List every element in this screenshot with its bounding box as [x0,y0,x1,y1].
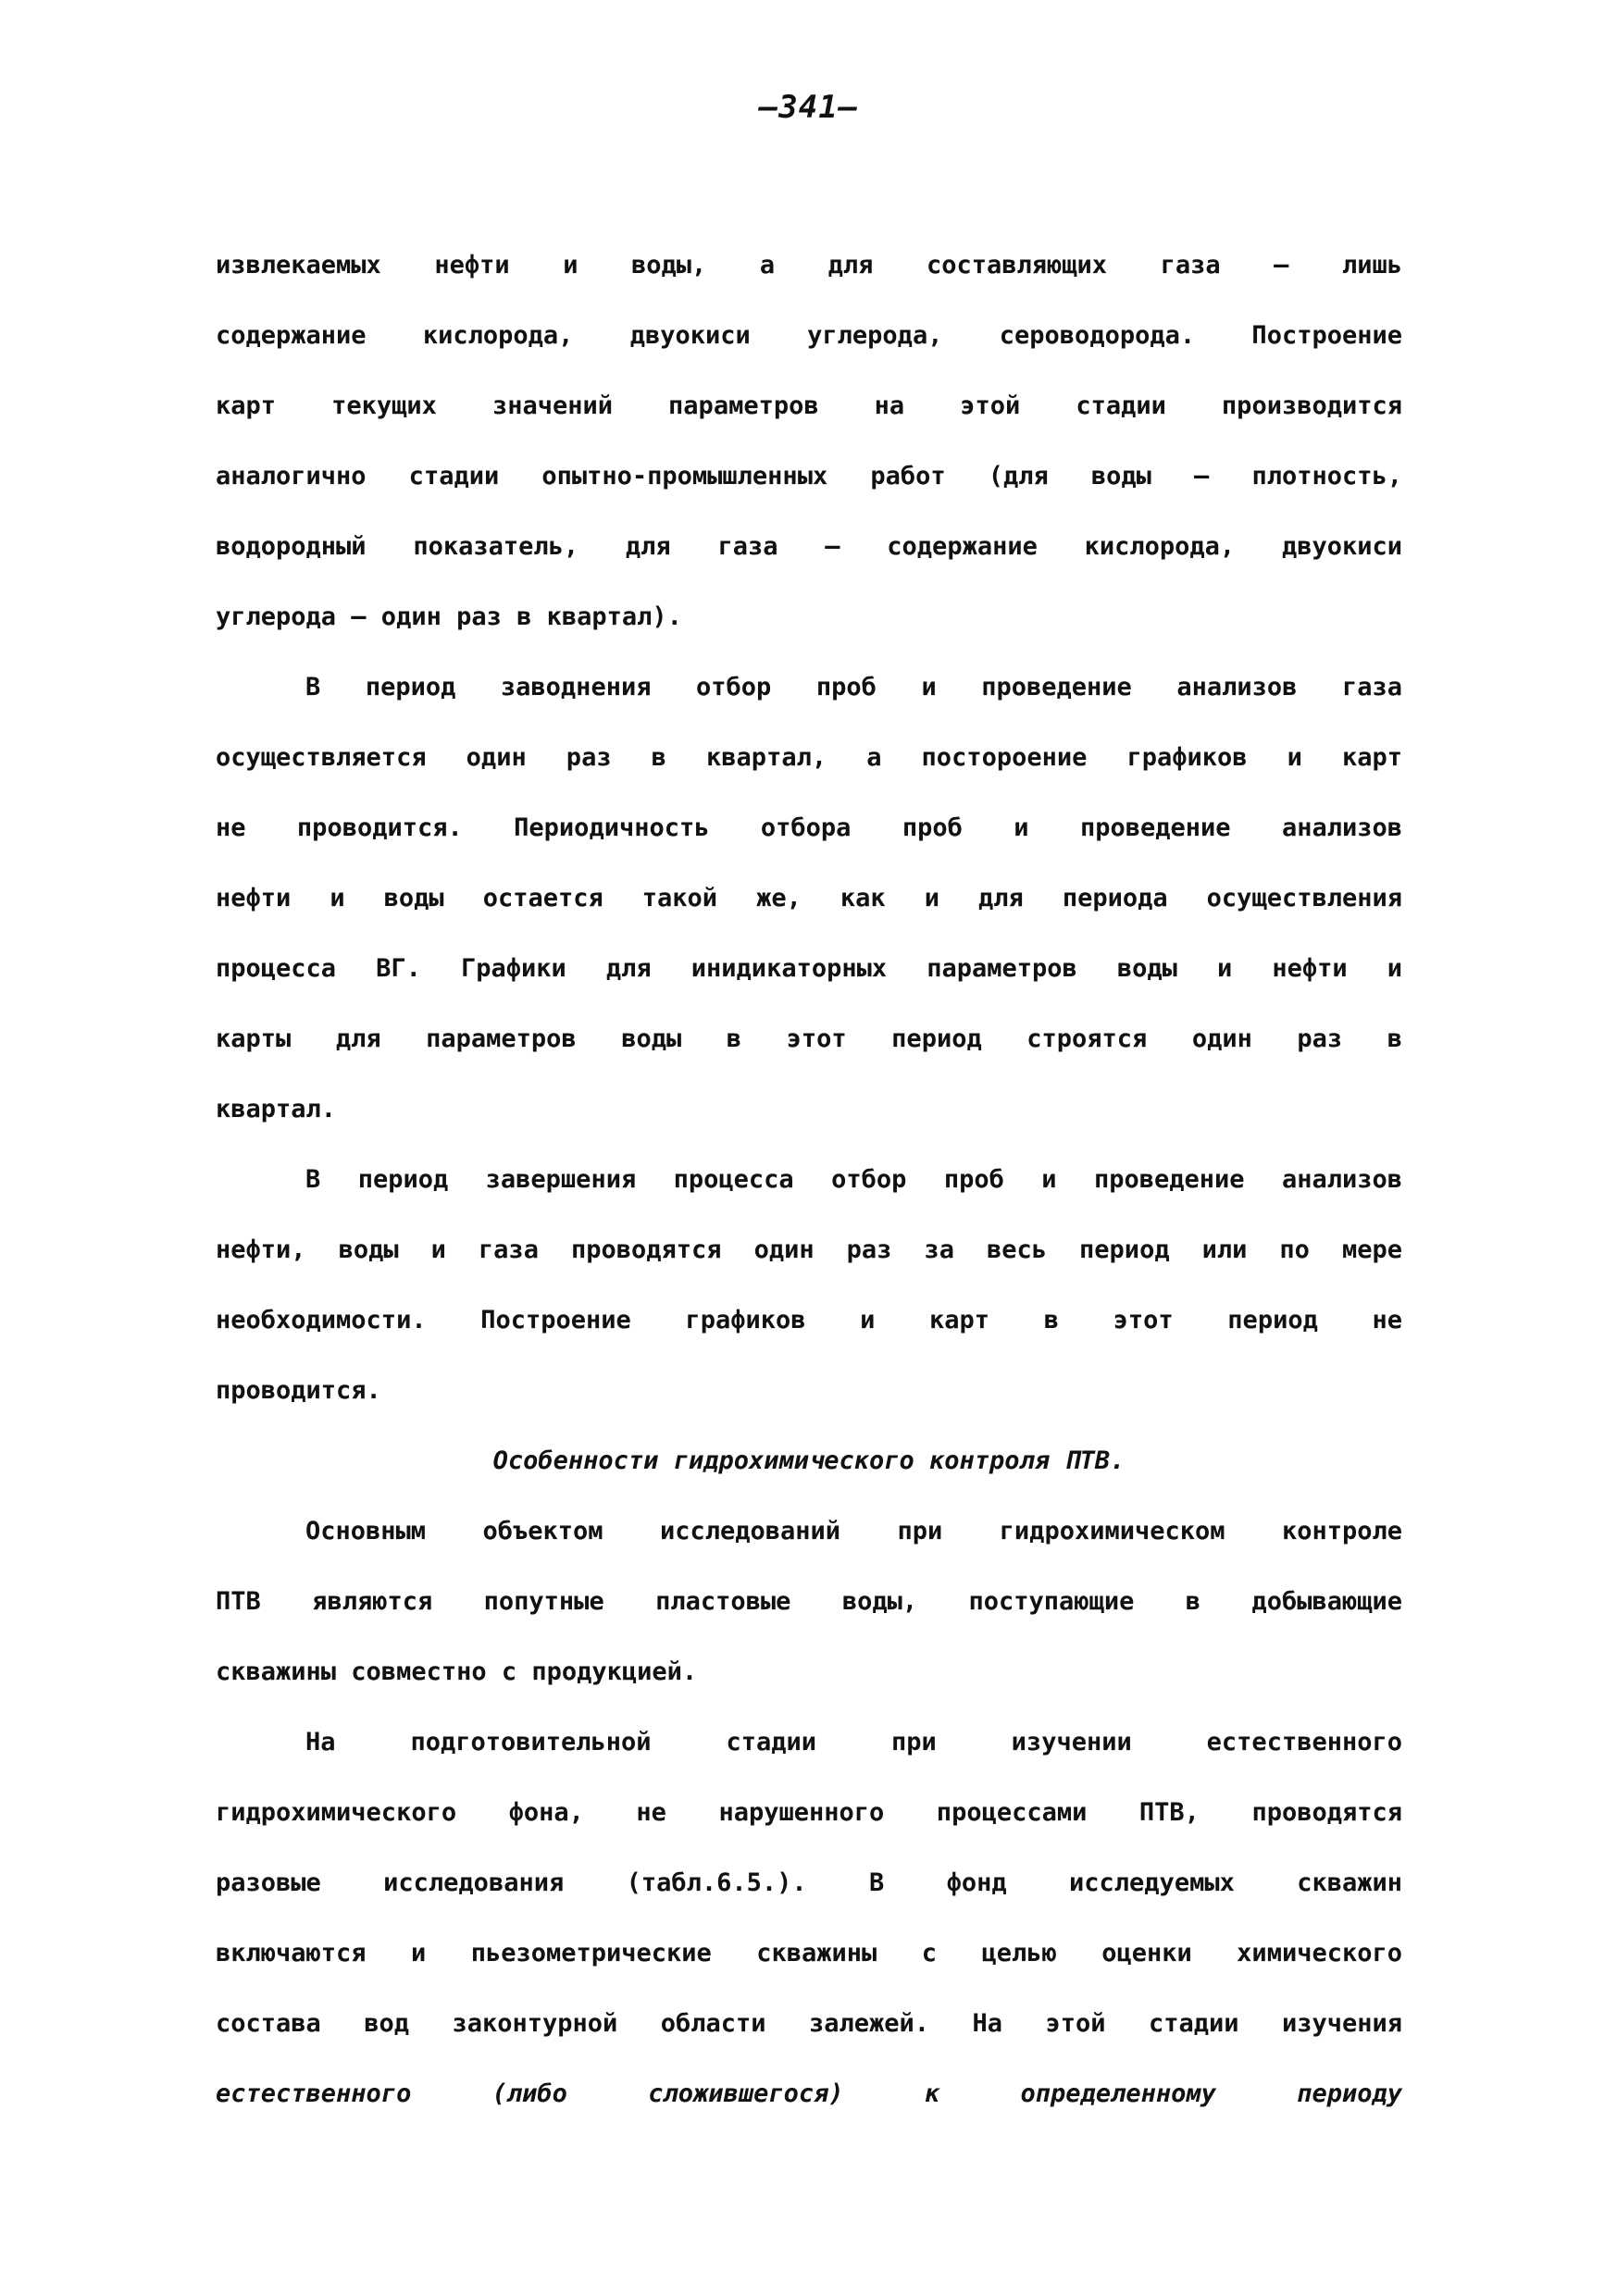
text-line: содержание кислорода, двуокиси углерода, сероводорода. Построение [216,321,1402,350]
text-line: состава вод законтурной области залежей. На этой стадии изучения [216,2009,1402,2038]
text-line: разовые исследования (табл.6.5.). В фонд исследуемых скважин [216,1868,1402,1897]
text-line: водородный показатель, для газа – содержание кислорода, двуокиси [216,532,1402,561]
text-line: включаются и пьезометрические скважины с целью оценки химического [216,1939,1402,1967]
text-line: не проводится. Периодичность отбора проб и проведение анализов [216,813,1402,842]
text-line: естественного (либо сложившегося) к определенному периоду [216,2079,1402,2108]
text-line: необходимости. Построение графиков и карт в этот период не [216,1306,1402,1334]
text-line: нефти, воды и газа проводятся один раз за весь период или по мере [216,1235,1402,1264]
text-line: осуществляется один раз в квартал, а постороение графиков и карт [216,743,1402,772]
text-line: На подготовительной стадии при изучении естественного [305,1728,1402,1756]
text-line: В период заводнения отбор проб и проведение анализов газа [305,673,1402,701]
section-heading: Особенности гидрохимического контроля ПТВ. [492,1446,1126,1475]
text-line: карты для параметров воды в этот период строятся один раз в [216,1024,1402,1053]
text-line: Основным объектом исследований при гидрохимическом контроле [305,1517,1402,1545]
text-line: квартал. [216,1095,337,1123]
text-line: нефти и воды остается такой же, как и для периода осуществления [216,884,1402,912]
text-line: В период завершения процесса отбор проб и проведение анализов [305,1165,1402,1194]
text-line: аналогично стадии опытно-промышленных работ (для воды – плотность, [216,462,1402,490]
text-line: карт текущих значений параметров на этой стадии производится [216,391,1402,420]
text-line: гидрохимического фона, не нарушенного процессами ПТВ, проводятся [216,1798,1402,1827]
text-line: углерода – один раз в квартал). [216,602,682,631]
body-text [216,230,1402,2129]
page-number: —341— [758,89,859,126]
text-line: скважины совместно с продукцией. [216,1657,698,1686]
text-line: проводится. [216,1376,381,1405]
text-line: процесса ВГ. Графики для инидикаторных параметров воды и нефти и [216,954,1402,983]
text-line: извлекаемых нефти и воды, а для составляющих газа – лишь [216,251,1402,279]
text-line: ПТВ являются попутные пластовые воды, поступающие в добывающие [216,1587,1402,1616]
